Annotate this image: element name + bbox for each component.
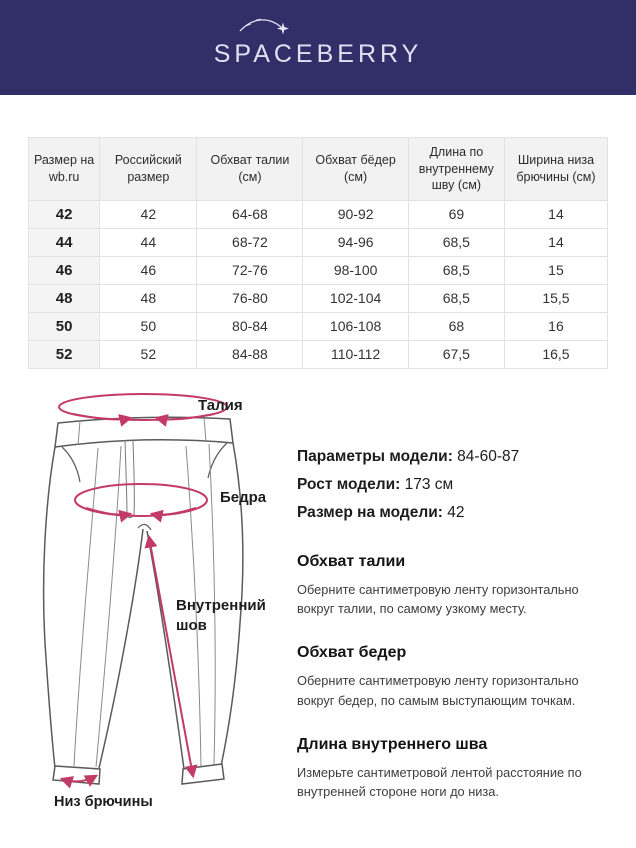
table-cell: 52	[100, 340, 197, 368]
inner-seam-label: Внутренний шов	[176, 597, 266, 635]
guide-section-inseam	[297, 736, 611, 801]
measure-info-column	[297, 443, 611, 801]
table-cell: 69	[408, 200, 504, 228]
table-header-cell: Размер на wb.ru	[29, 138, 100, 201]
table-row	[29, 200, 608, 228]
inner-seam-arrow	[149, 537, 193, 776]
model-height-label: Рост модели:	[297, 476, 401, 493]
table-cell-size: 52	[29, 340, 100, 368]
table-cell: 64-68	[197, 200, 303, 228]
table-header-cell: Длина по внутреннему шву (см)	[408, 138, 504, 201]
table-cell: 76-80	[197, 284, 303, 312]
table-row	[29, 312, 608, 340]
table-cell: 72-76	[197, 256, 303, 284]
table-cell: 42	[100, 200, 197, 228]
guide-section-hips	[297, 644, 611, 709]
brand-logo	[214, 26, 423, 69]
guide-text: Оберните сантиметровую ленту горизонтально вокруг бедер, по самым выступающим точкам.	[297, 673, 579, 708]
table-row	[29, 228, 608, 256]
hips-measure-ellipse	[75, 484, 207, 516]
guide-text: Измерьте сантиметровой лентой расстояние по внутренней стороне ноги до низа.	[297, 764, 582, 799]
model-size-line	[297, 499, 611, 527]
table-header-cell: Ширина низа брючины (см)	[504, 138, 607, 201]
table-cell: 80-84	[197, 312, 303, 340]
table-cell: 50	[100, 312, 197, 340]
guide-title: Длина внутреннего шва	[297, 735, 488, 753]
table-cell-size: 44	[29, 228, 100, 256]
model-params-label: Параметры модели:	[297, 448, 453, 465]
brand-logo-text: SPACEBERRY	[213, 40, 423, 68]
table-cell: 15,5	[504, 284, 607, 312]
table-row	[29, 284, 608, 312]
table-header-cell: Обхват бёдер (см)	[303, 138, 408, 201]
table-cell: 15	[504, 256, 607, 284]
table-cell: 16,5	[504, 340, 607, 368]
size-table	[28, 137, 608, 369]
table-cell: 102-104	[303, 284, 408, 312]
table-cell: 14	[504, 200, 607, 228]
table-cell: 94-96	[303, 228, 408, 256]
table-cell: 67,5	[408, 340, 504, 368]
table-header-cell: Обхват талии (см)	[197, 138, 303, 201]
table-row	[29, 256, 608, 284]
model-height-value: 173 см	[404, 476, 454, 493]
table-cell: 68,5	[408, 256, 504, 284]
table-cell: 110-112	[303, 340, 408, 368]
model-params-value: 84-60-87	[457, 448, 520, 465]
hem-label: Низ брючины	[54, 794, 153, 810]
comet-icon	[238, 14, 298, 40]
table-cell: 68	[408, 312, 504, 340]
table-cell: 68-72	[197, 228, 303, 256]
table-cell: 84-88	[197, 340, 303, 368]
model-params-line	[297, 443, 611, 471]
guide-title: Обхват талии	[297, 553, 406, 570]
table-cell-size: 42	[29, 200, 100, 228]
hips-label: Бедра	[220, 489, 267, 506]
brand-header	[0, 0, 636, 95]
trousers-diagram	[18, 388, 300, 820]
guide-section-waist	[297, 553, 611, 618]
table-cell: 16	[504, 312, 607, 340]
guide-title: Обхват бедер	[297, 644, 407, 662]
model-height-line	[297, 471, 611, 499]
waist-label: Талия	[198, 397, 243, 414]
table-cell: 14	[504, 228, 607, 256]
table-header-cell: Российский размер	[100, 138, 197, 201]
table-cell: 68,5	[408, 228, 504, 256]
model-size-value: 42	[447, 504, 465, 521]
model-size-label: Размер на модели:	[297, 504, 443, 521]
table-cell: 48	[100, 284, 197, 312]
table-cell-size: 46	[29, 256, 100, 284]
table-cell: 68,5	[408, 284, 504, 312]
table-cell: 98-100	[303, 256, 408, 284]
table-row	[29, 340, 608, 368]
table-header-row	[29, 138, 608, 201]
table-cell: 44	[100, 228, 197, 256]
table-cell: 106-108	[303, 312, 408, 340]
table-cell: 90-92	[303, 200, 408, 228]
table-cell-size: 48	[29, 284, 100, 312]
table-cell-size: 50	[29, 312, 100, 340]
table-cell: 46	[100, 256, 197, 284]
guide-text: Оберните сантиметровую ленту горизонтально вокруг талии, по самому узкому месту.	[297, 582, 579, 617]
